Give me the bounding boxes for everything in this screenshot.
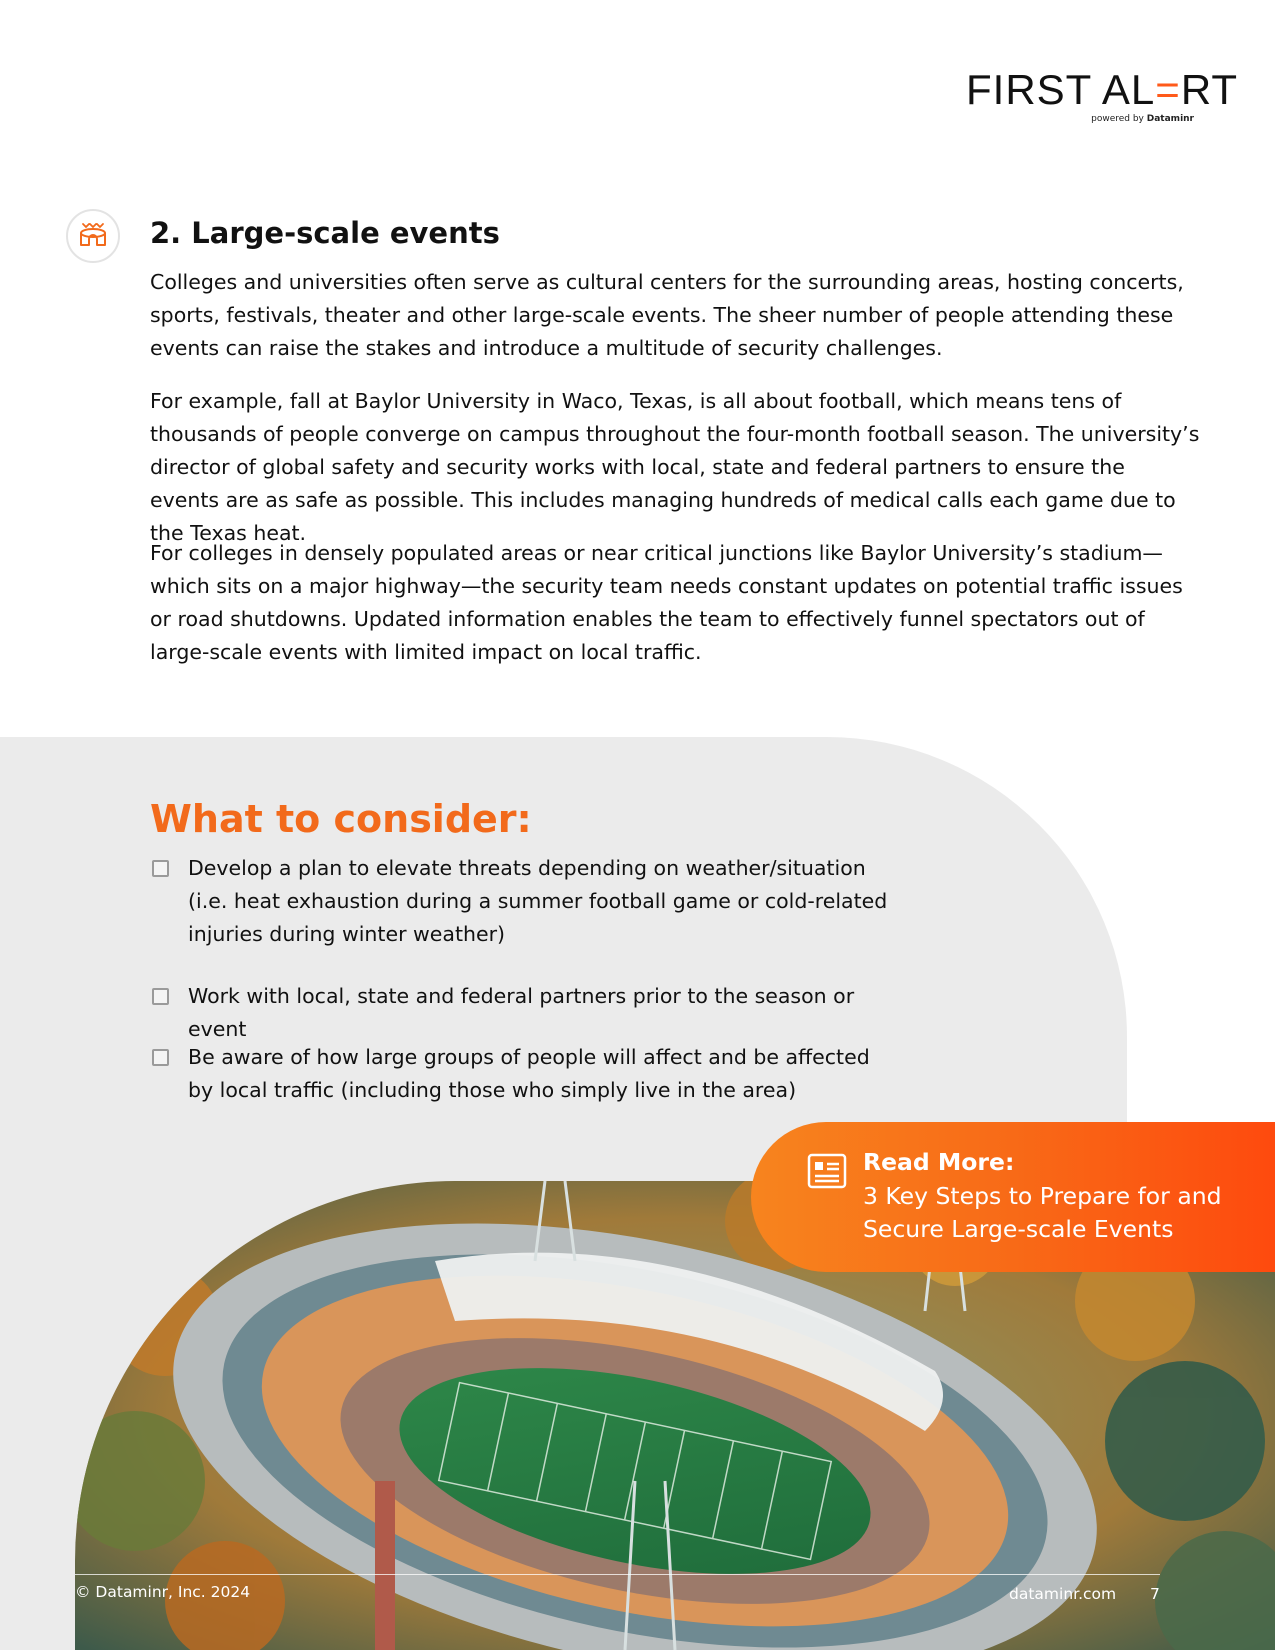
checklist-item-text: Be aware of how large groups of people will affect and be affected by local traffic (including those who simply live in the area) [188,1045,870,1102]
section-title: 2. Large-scale events [150,216,500,250]
logo-accent-e: = [1155,66,1181,113]
logo-wordmark: FIRST AL=RT [966,66,1239,113]
page-number: 7 [1150,1585,1160,1603]
body-paragraph: For colleges in densely populated areas or near critical junctions like Baylor University’s stadium—which sits on a major highway—the security team needs constant updates on potential traffic issues or road shutdowns. Updated information enables the team to effectively funnel spectators out of large-scale events with limited impact on local traffic. [150,541,1183,664]
consider-title: What to consider: [150,797,532,841]
footer-site-link[interactable]: dataminr.com [1009,1585,1117,1603]
checklist-item-text: Develop a plan to elevate threats depending on weather/situation (i.e. heat exhaustion during a summer football game or cold-related injuries during winter weather) [188,856,888,946]
checklist-item-text: Work with local, state and federal partners prior to the season or event [188,984,855,1041]
read-more-link[interactable]: 3 Key Steps to Prepare for and Secure Large-scale Events [863,1182,1222,1243]
read-more-label: Read More: [863,1148,1015,1176]
body-paragraph: Colleges and universities often serve as cultural centers for the surrounding areas, hosting concerts, sports, festivals, theater and other large-scale events. The sheer number of people attending these events can raise the stakes and introduce a multitude of security challenges. [150,270,1184,360]
footer-divider [75,1574,1160,1575]
footer-copyright: © Dataminr, Inc. 2024 [75,1583,251,1601]
checkbox-icon[interactable] [152,988,169,1005]
checkbox-icon[interactable] [152,860,169,877]
first-alert-logo [966,66,1239,130]
checkbox-icon[interactable] [152,1049,169,1066]
stadium-icon [66,209,120,263]
read-more-banner[interactable] [751,1122,1275,1272]
article-icon [807,1153,847,1193]
logo-powered-by: powered by Dataminr [1091,114,1194,124]
body-paragraph: For example, fall at Baylor University in Waco, Texas, is all about football, which means tens of thousands of people converge on campus throughout the four-month football season. The university’s director of global safety and security works with local, state and federal partners to ensure the events are as safe as possible. This includes managing hundreds of medical calls each game due to the Texas heat. [150,389,1200,545]
